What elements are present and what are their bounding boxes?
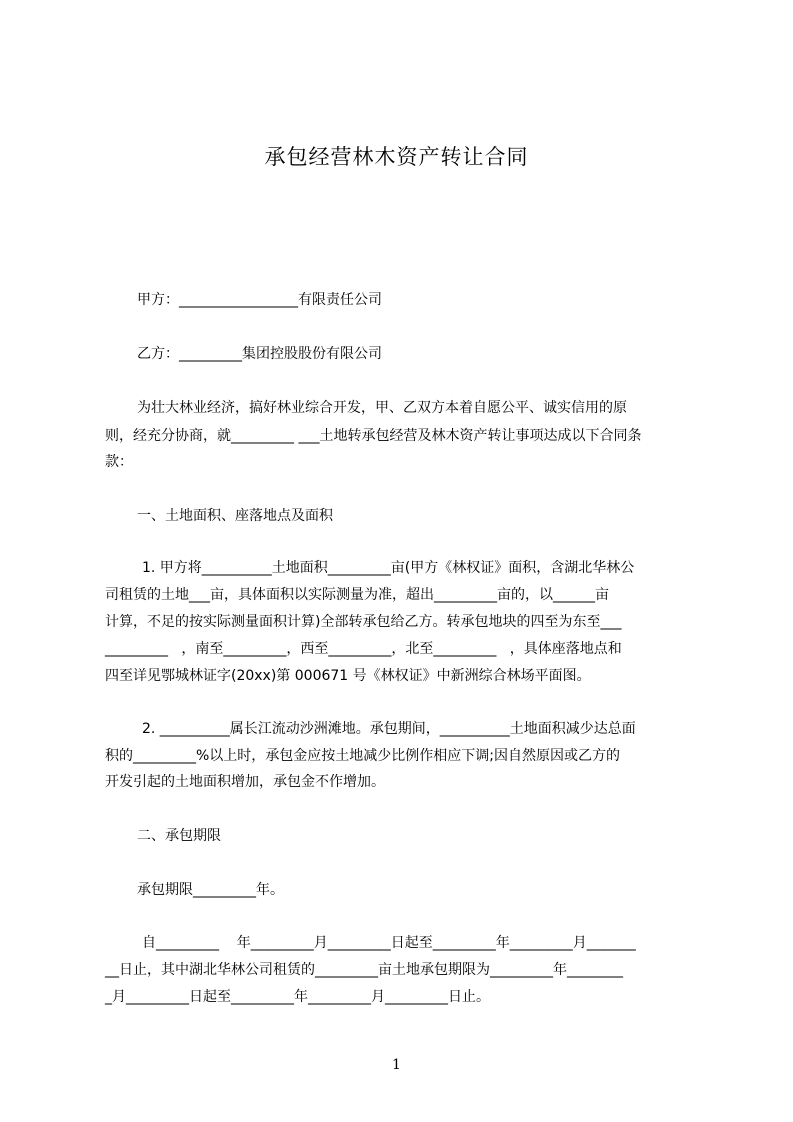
- clause-2-line: 2. __________属长江流动沙洲滩地。承包期间，__________土地面积减少达总面: [142, 721, 636, 737]
- clause-1-line: 计算，不足的按实际测量面积计算)全部转承包给乙方。转承包地块的四至为东至___: [105, 614, 622, 630]
- clause-1-line: 司租赁的土地___亩，具体面积以实际测量为准，超出_________亩的，以______亩: [105, 587, 609, 603]
- period-line: __日止，其中湖北华林公司租赁的_________亩土地承包期限为_________年________: [105, 962, 623, 978]
- clause-2-line: 积的_________%以上时，承包金应按土地减少比例作相应下调;因自然原因或乙方的: [105, 748, 621, 764]
- period-line: 自_________ 年_________月_________日起至_________年_________月_______: [142, 935, 636, 951]
- document-title: 承包经营林木资产转让合同: [264, 145, 529, 169]
- preamble-line: 则，经充分协商，就_________ ___土地转承包经营及林木资产转让事项达成以下合同条: [105, 428, 642, 444]
- term-line: 承包期限_________年。: [137, 882, 284, 898]
- party-b-line: 乙方：_________集团控股股份有限公司: [137, 346, 382, 362]
- section-1-heading: 一、土地面积、座落地点及面积: [137, 508, 333, 524]
- preamble-line: 款：: [105, 454, 133, 470]
- clause-1-line: 1. 甲方将__________土地面积_________亩(甲方《林权证》面积，含湖北华林公: [142, 560, 635, 576]
- page-number: 1: [392, 1057, 401, 1073]
- period-line: _月_________日起至_________年_________月_________日止。: [105, 989, 490, 1005]
- clause-1-line: 四至详见鄂城林证字(20xx)第 000671 号《林权证》中新洲综合林场平面图。: [105, 668, 591, 684]
- party-a-line: 甲方：_________________有限责任公司: [137, 292, 382, 308]
- clause-2-line: 开发引起的土地面积增加，承包金不作增加。: [105, 774, 385, 790]
- preamble-line: 为壮大林业经济，搞好林业综合开发，甲、乙双方本着自愿公平、诚实信用的原: [137, 400, 627, 416]
- clause-1-line: _________ ，南至_________，西至_________，北至_________ ，具体座落地点和: [105, 641, 622, 657]
- section-2-heading: 二、承包期限: [137, 828, 221, 844]
